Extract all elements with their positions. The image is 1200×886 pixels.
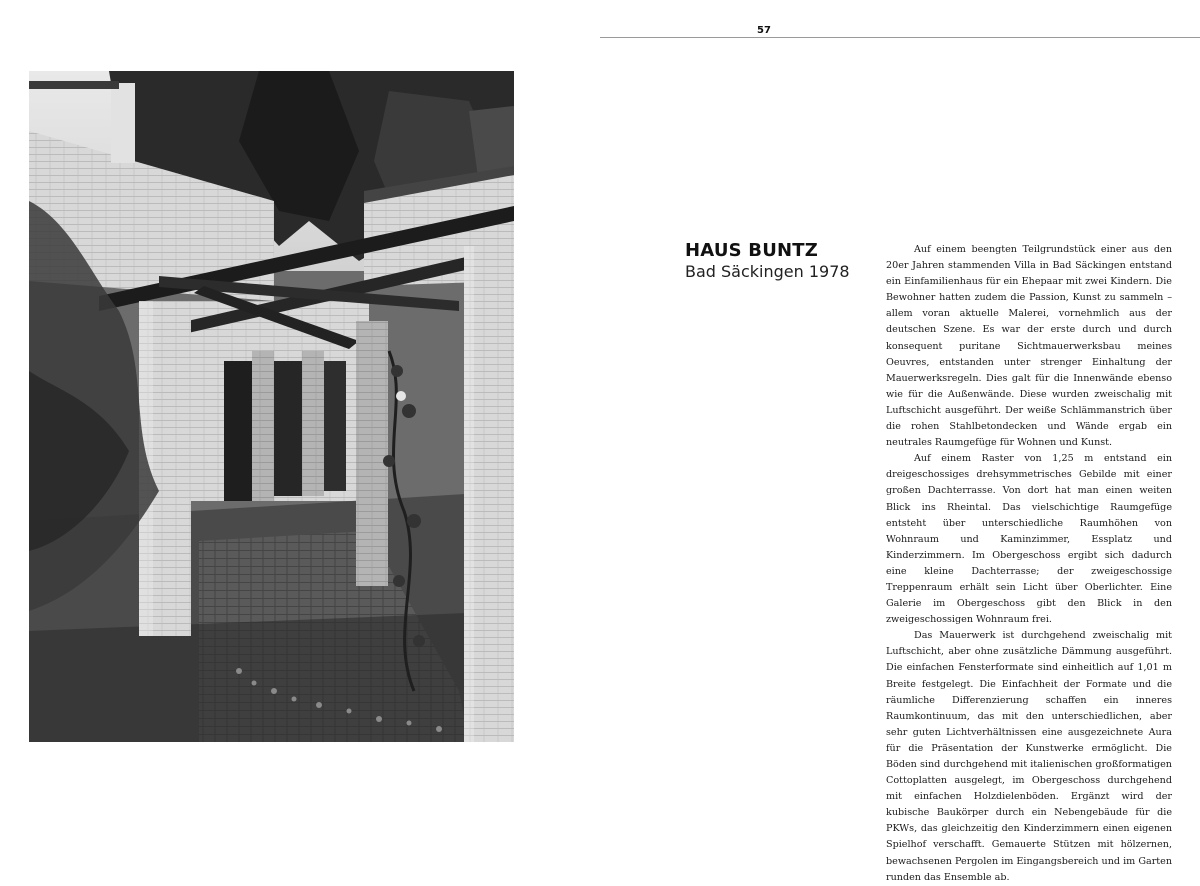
article-subtitle: Bad Säckingen 1978 xyxy=(685,262,850,281)
article-heading xyxy=(685,240,875,281)
paragraph: Das Mauerwerk ist durchgehend zweischalig mit Luftschicht, aber ohne zusätzliche Dämmung ausgeführt. Die einfachen Fensterformate sind einheitlich auf 1,01 m Breite festgelegt. Die Einfachheit der Formate und die räumliche Differenzierung schaffen ein inneres Raumkontinuum, das mit den unterschiedlichen, aber sehr guten Lichtverhältnissen eine ausgezeichnete Aura für die Präsentation der Kunstwerke ermöglicht. Die Böden sind durchgehend mit italienischen großformatigen Cottoplatten ausgelegt, im Obergeschoss durchgehend mit einfachen Holzdielenböden. Ergänzt wird der kubische Baukörper durch ein Nebengebäude für die PKWs, das gleichzeitig den Kinderzimmern einen eigenen Spielhof verschafft. Gemauerte Stützen mit hölzernen, bewachsenen Pergolen im Eingangsbereich und im Garten runden das Ensemble ab. xyxy=(886,630,1172,883)
article-body xyxy=(886,242,1172,886)
article-title: HAUS BUNTZ xyxy=(685,240,819,261)
house-photo xyxy=(29,71,514,742)
page-number: 57 xyxy=(757,25,771,36)
header-rule xyxy=(600,37,1200,38)
paragraph: Auf einem beengten Teilgrundstück einer aus den 20er Jahren stammenden Villa in Bad Säckingen entstand ein Einfamilienhaus für ein Ehepaar mit zwei Kindern. Die Bewohner hatten zudem die Passion, Kunst zu sammeln – allem voran aktuelle Malerei, vornehmlich aus der deutschen Szene. Es war der erste durch und durch konsequent puritane Sichtmauerwerksbau meines Oeuvres, entstanden unter strenger Einhaltung der Mauerwerksregeln. Dies galt für die Innenwände ebenso wie für die Außenwände. Diese wurden zweischalig mit Luftschicht ausgeführt. Der weiße Schlämmanstrich über die rohen Stahlbetondecken und Wände ergab ein neutrales Raumgefüge für Wohnen und Kunst. xyxy=(886,244,1172,449)
paragraph: Auf einem Raster von 1,25 m entstand ein dreigeschossiges drehsymmetrisches Gebilde mit einer großen Dachterrasse. Von dort hat man einen weiten Blick ins Rheintal. Das vielschichtige Raumgefüge entsteht über unterschiedliche Raumhöhen von Wohnraum und Kaminzimmer, Essplatz und Kinderzimmern. Im Obergeschoss ergibt sich dadurch eine kleine Dachterrasse; der zweigeschossige Treppenraum erhält sein Licht über Oberlichter. Eine Galerie im Obergeschoss gibt den Blick in den zweigeschossigen Wohnraum frei. xyxy=(886,453,1172,626)
